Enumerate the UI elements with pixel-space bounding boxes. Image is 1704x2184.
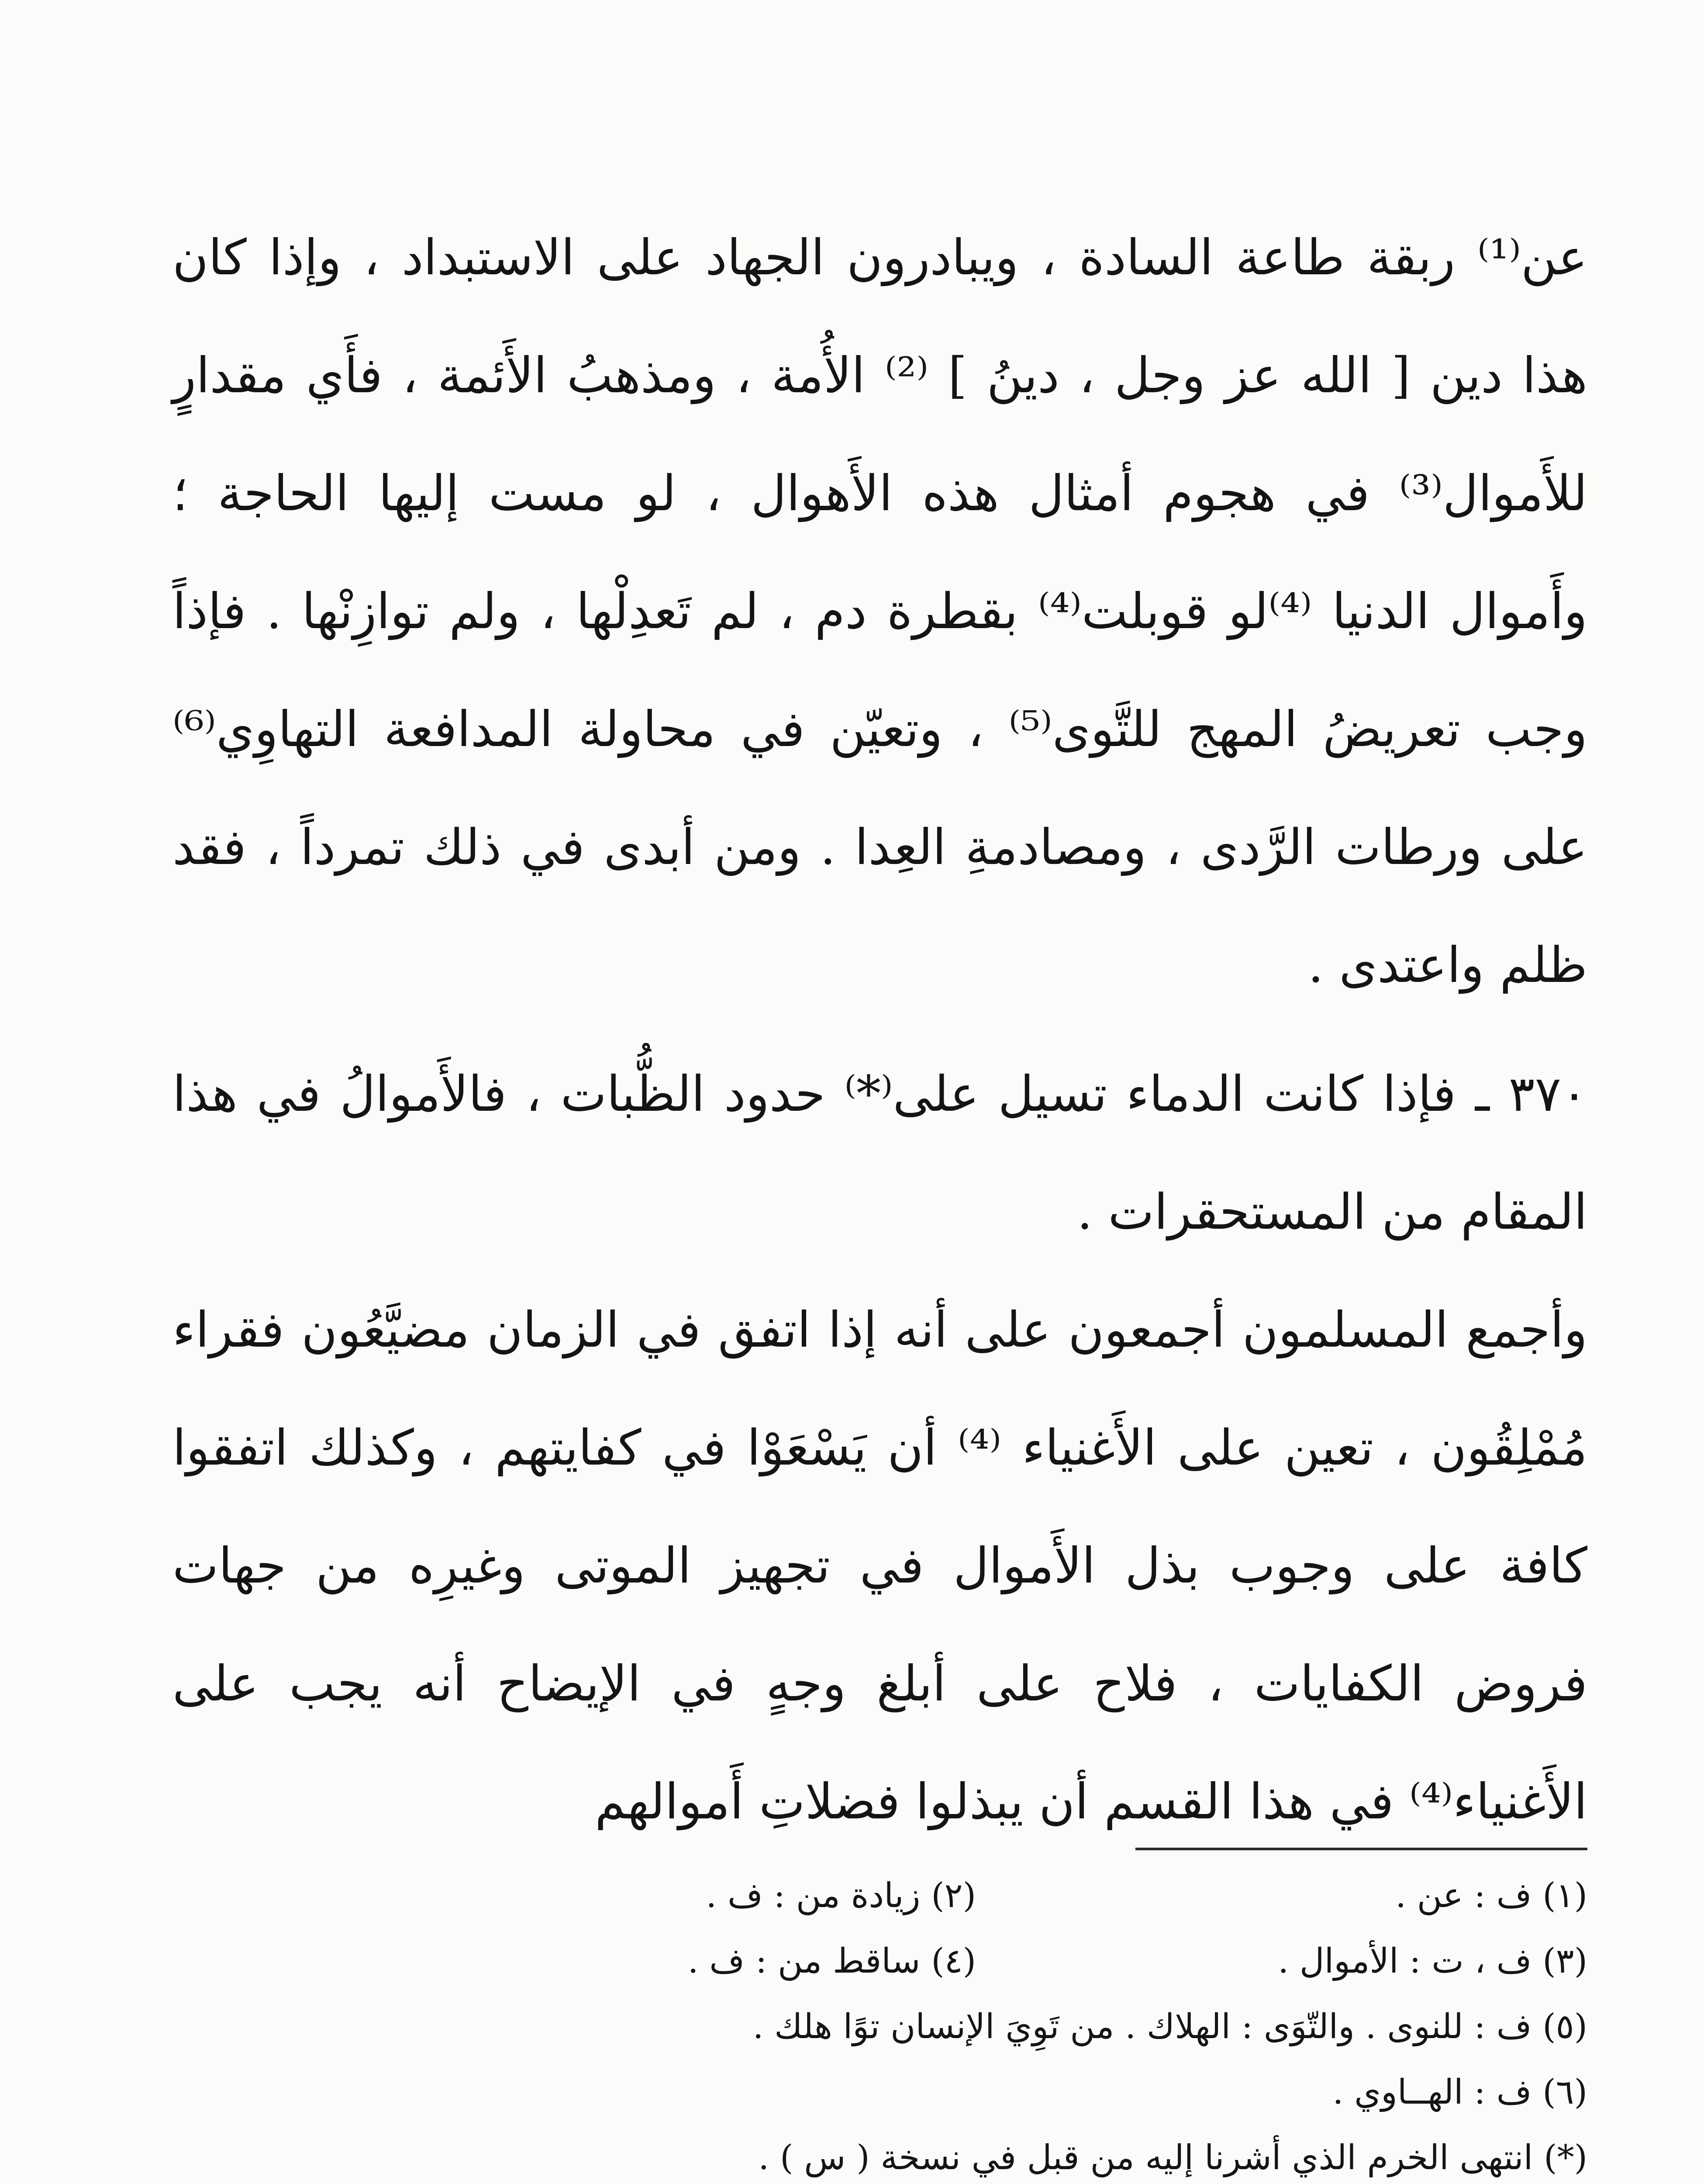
footnote-5: (٥) ف : للنوى . والتّوَى : الهلاك . من تَوِيَ الإنسان توًا هلك . (752, 2007, 1587, 2046)
footnote-1: (١) ف : عن . (1395, 1876, 1587, 1915)
paragraph-370: ٣٧٠ ـ فإذا كانت الدماء تسيل على⁽*⁾ حدود الظُّبات ، فالأَموالُ في هذا المقام من المستحقرات . (172, 1066, 1588, 1241)
footnote-divider (1135, 1848, 1587, 1850)
footnote-star: (*) انتهى الخرم الذي أشرنا إليه من قبل في نسخة ( س ) . (758, 2138, 1587, 2177)
footnotes (306, 1863, 1587, 2184)
footnote-6: (٦) ف : الهــاوي . (1332, 2073, 1587, 2112)
footnote-3: (٣) ف ، ت : الأموال . (1278, 1942, 1587, 1981)
footnote-row (306, 1863, 1587, 1928)
paragraph-continuation: عن⁽¹⁾ ربقة طاعة السادة ، ويبادرون الجهاد على الاستبداد ، وإذا كان هذا دين [ الله عز وجل ، دينُ ] ⁽²⁾ الأُمة ، ومذهبُ الأَئمة ، فأَي مقدارٍ للأَموال⁽³⁾ في هجوم أمثال هذه الأَهوال ، لو مست إليها الحاجة ؛ وأَموال الدنيا ⁽⁴⁾لو قوبلت⁽⁴⁾ بقطرة دم ، لم تَعدِلْها ، ولم توازِنْها . فإذاً وجب تعريضُ المهج للتَّوى⁽⁵⁾ ، وتعيّن في محاولة المدافعة التهاوِي⁽⁶⁾ على ورطات الرَّدى ، ومصادمةِ العِدا . ومن أبدى في ذلك تمرداً ، فقد ظلم واعتدى . (172, 229, 1588, 994)
footnote-row (306, 1928, 1587, 1994)
paragraph-consensus: وأجمع المسلمون أجمعون على أنه إذا اتفق في الزمان مضيَّعُون فقراء مُمْلِقُون ، تعين على الأَغنياء ⁽⁴⁾ أن يَسْعَوْا في كفايتهم ، وكذلك اتفقوا كافة على وجوب بذل الأَموال في تجهيز الموتى وغيرِه من جهات فروض الكفايات ، فلاح على أبلغ وجهٍ في الإيضاح أنه يجب على الأَغنياء⁽⁴⁾ في هذا القسم أن يبذلوا فضلاتِ أَموالهم (172, 1302, 1588, 1830)
footnote-4: (٤) ساقط من : ف . (687, 1942, 976, 1981)
footnote-2: (٢) زيادة من : ف . (706, 1876, 976, 1915)
